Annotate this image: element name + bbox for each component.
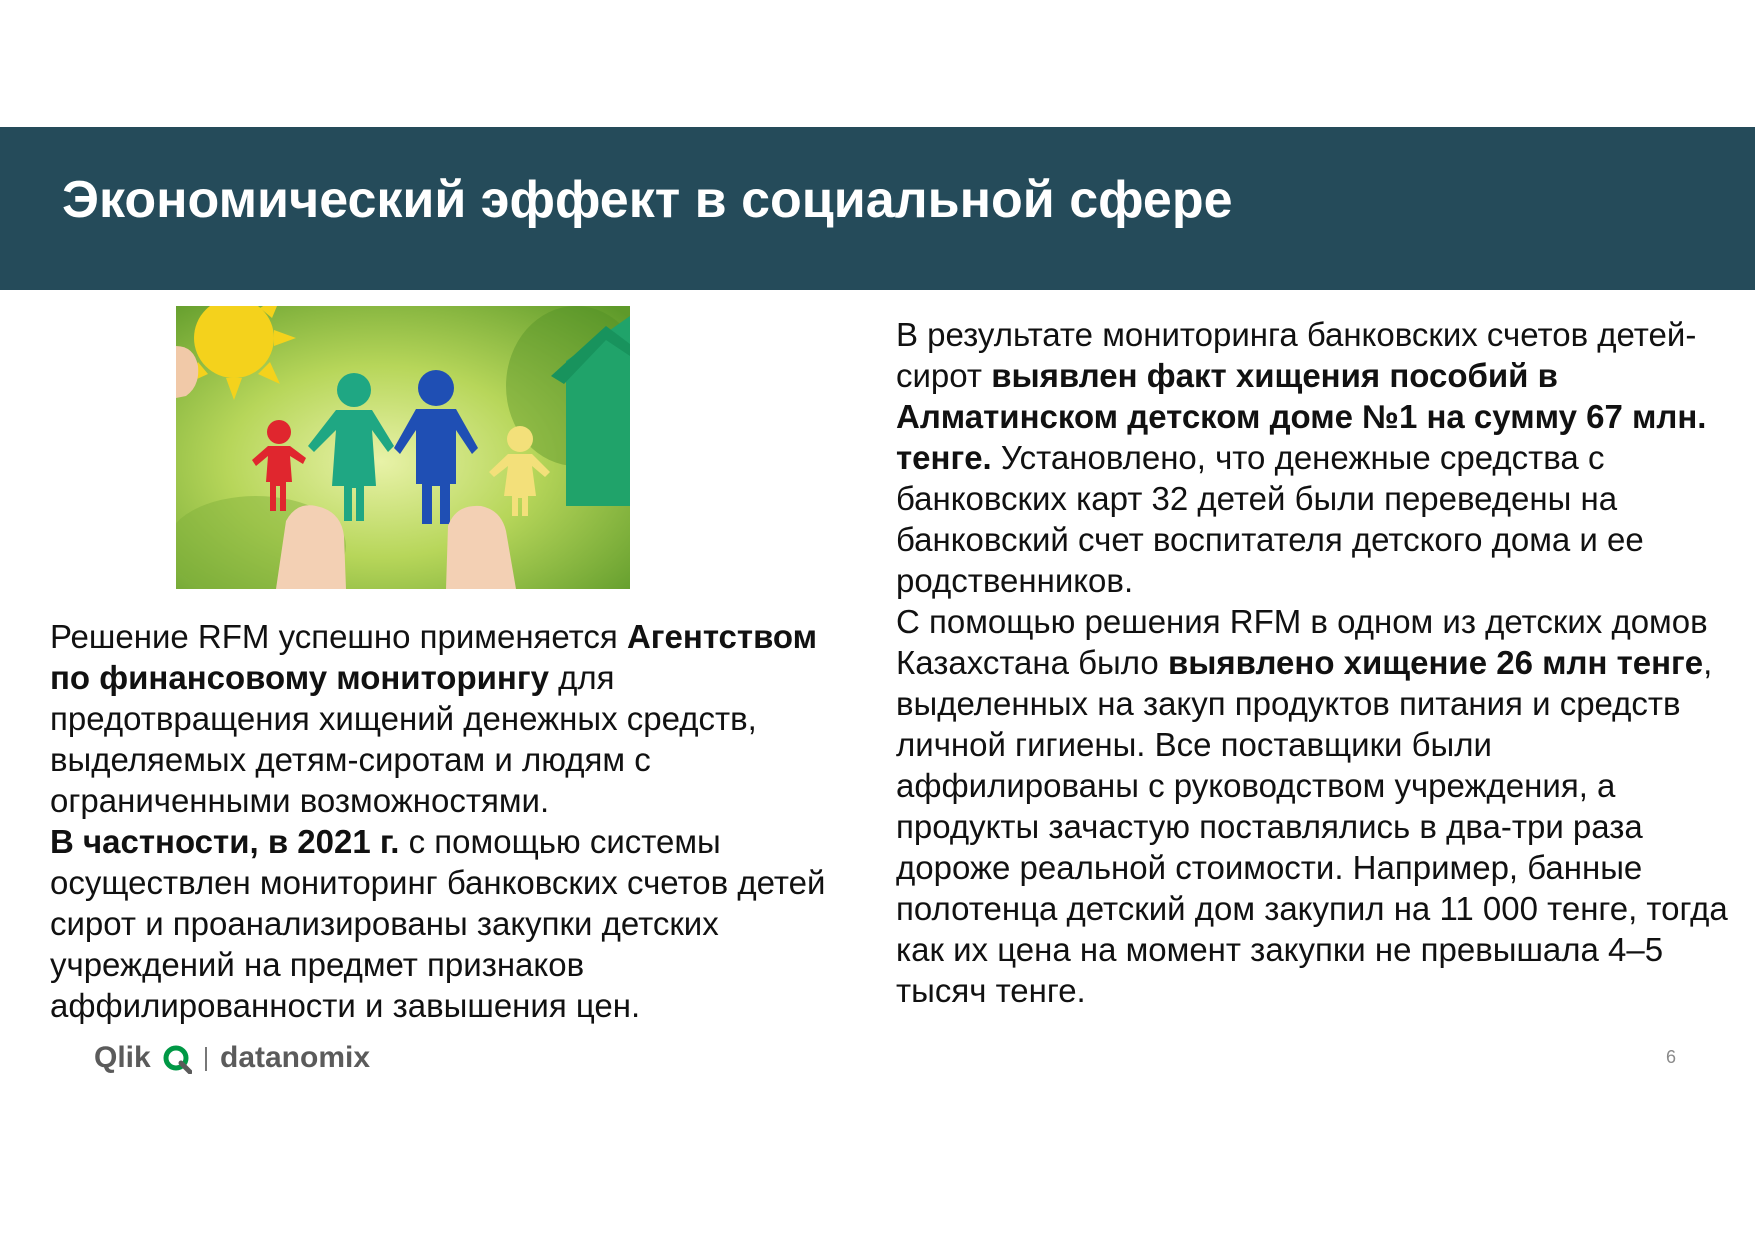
left-text-block	[50, 616, 840, 1026]
page-number: 6	[1666, 1047, 1677, 1067]
right-p2-text-2: , выделенных на закуп продуктов питания и средств личной гигиены. Все поставщики были аффилированы с руководством учреждения, а продукты зачастую поставлялись в два-три раза дороже реальной стоимости. Например, банные полотенца детский дом закупил на 11 000 тенге, тогда как их цена на момент закупки не превышала 4–5 тысяч тенге.	[896, 644, 1728, 1009]
footer-logo	[94, 1040, 424, 1076]
right-paragraph-2	[896, 601, 1731, 1011]
left-p2-text-1: с помощью системы осуществлен мониторинг банковских счетов детей сирот и проанализированы закупки детских учреждений на предмет признаков аффилированности и завышения цен.	[50, 823, 826, 1024]
left-p1-text-1: Решение RFM успешно применяется	[50, 618, 627, 655]
title-banner	[0, 127, 1755, 290]
qlik-logo-text: Qlik	[94, 1041, 151, 1074]
qlik-q-icon	[162, 1044, 192, 1074]
right-p2-bold-theft: выявлено хищение 26 млн тенге	[1167, 644, 1704, 681]
family-photo	[176, 306, 630, 589]
right-text-block	[896, 314, 1731, 1011]
qlik-logo	[94, 1040, 151, 1076]
datanomix-logo	[220, 1040, 370, 1076]
right-paragraph-1	[896, 314, 1731, 601]
left-paragraph-1	[50, 616, 840, 821]
datanomix-logo-text: datanomix	[220, 1041, 371, 1074]
left-p1-bold-agency: Агентством по финансовому мониторингу	[50, 618, 818, 696]
left-paragraph-2	[50, 821, 840, 1026]
right-p1-bold-fact: выявлен факт хищения пособий в Алматинском детском доме №1 на сумму 67 млн. тенге.	[896, 357, 1707, 476]
left-p1-text-2: для предотвращения хищений денежных средств, выделяемых детям-сиротам и людям с ограниченными возможностями.	[50, 659, 757, 819]
logo-separator	[205, 1047, 207, 1071]
slide-title: Экономический эффект в социальной сфере	[62, 171, 1233, 229]
right-p2-text-1: С помощью решения RFM в одном из детских домов Казахстана было	[896, 603, 1708, 681]
right-p1-text-2: Установлено, что денежные средства с банковских карт 32 детей были переведены на банковский счет воспитателя детского дома и ее родственников.	[896, 439, 1644, 599]
left-p2-bold-year: В частности, в 2021 г.	[50, 823, 400, 860]
right-p1-text-1: В результате мониторинга банковских счетов детей-сирот	[896, 316, 1697, 394]
